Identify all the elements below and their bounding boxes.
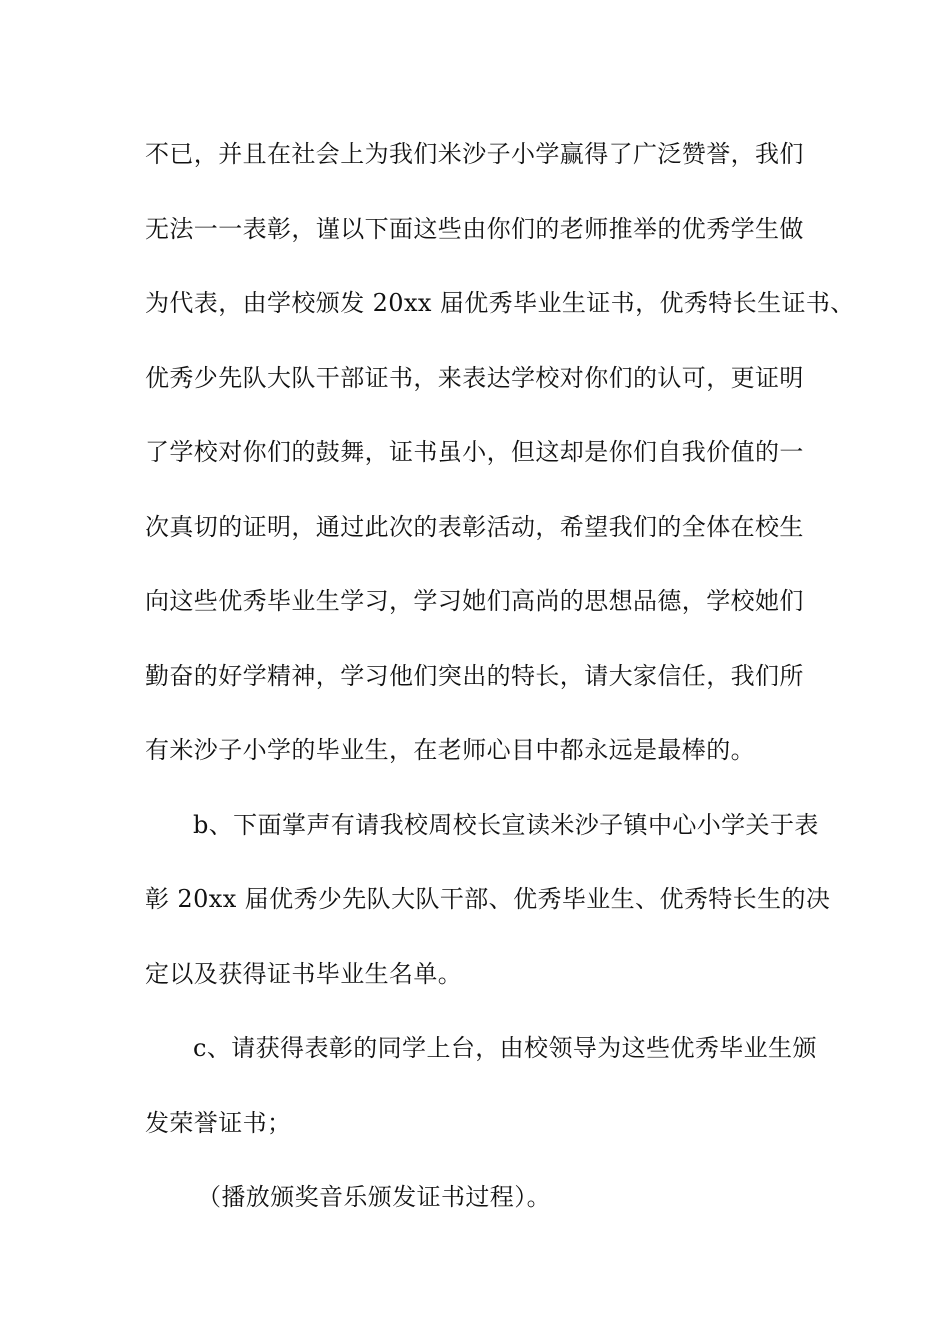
text-line: 次真切的证明，通过此次的表彰活动，希望我们的全体在校生: [145, 512, 804, 541]
text-line: 为代表，由学校颁发 20xx 届优秀毕业生证书，优秀特长生证书、: [145, 289, 855, 317]
text-line: 定以及获得证书毕业生名单。: [145, 959, 463, 988]
paragraph-b-first-line: b、下面掌声有请我校周校长宣读米沙子镇中心小学关于表: [193, 810, 819, 839]
text-line: 彰 20xx 届优秀少先队大队干部、优秀毕业生、优秀特长生的决: [145, 885, 831, 913]
document-body: [145, 128, 855, 1246]
text-line: 优秀少先队大队干部证书，来表达学校对你们的认可，更证明: [145, 363, 804, 392]
stage-direction-line: （播放颁奖音乐颁发证书过程）。: [197, 1183, 551, 1211]
text-line: 无法一一表彰，谨以下面这些由你们的老师推举的优秀学生做: [145, 214, 804, 243]
text-line: 了学校对你们的鼓舞，证书虽小，但这却是你们自我价值的一: [145, 438, 804, 466]
paragraph-c-first-line: c、请获得表彰的同学上台，由校领导为这些优秀毕业生颁: [193, 1034, 817, 1062]
text-line: 发荣誉证书；: [145, 1108, 292, 1137]
text-line: 有米沙子小学的毕业生，在老师心目中都永远是最棒的。: [145, 736, 755, 764]
text-line: 勤奋的好学精神，学习他们突出的特长，请大家信任，我们所: [145, 661, 804, 690]
text-line: 向这些优秀毕业生学习，学习她们高尚的思想品德，学校她们: [145, 587, 804, 615]
text-line: 不已，并且在社会上为我们米沙子小学赢得了广泛赞誉，我们: [145, 140, 804, 168]
